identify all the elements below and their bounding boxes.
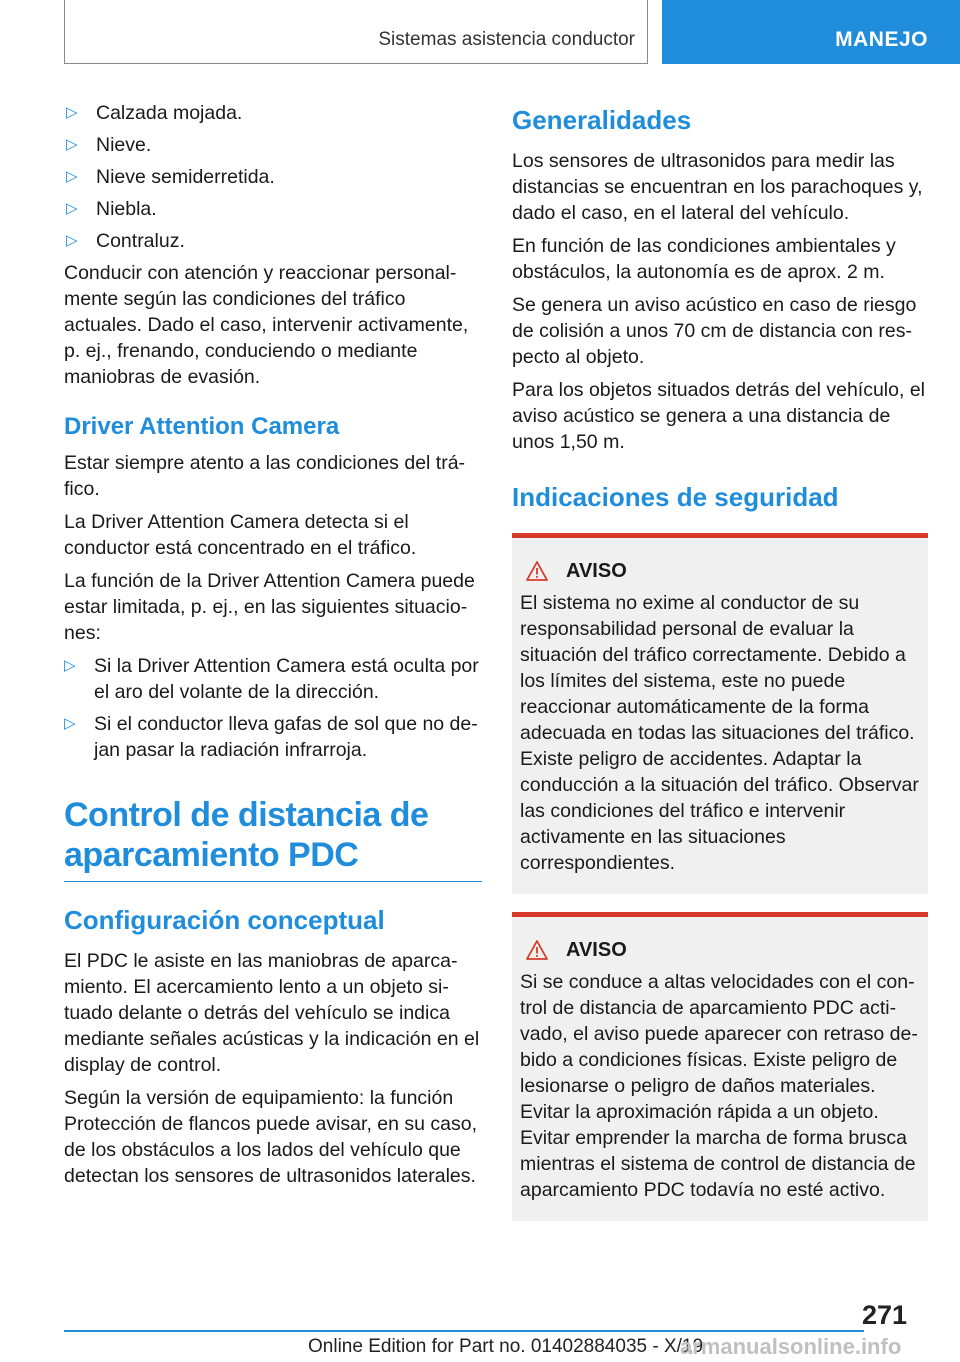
triangle-bullet-icon: ▷ xyxy=(64,657,76,674)
triangle-bullet-icon: ▷ xyxy=(66,136,78,153)
list-item: ▷ Si la Driver Attention Camera está oculta por el aro del volante de la dirección. xyxy=(64,655,479,703)
list-item: ▷ Si el conductor lleva gafas de sol que no dejan pasar la radiación infrarroja. xyxy=(64,713,478,761)
triangle-bullet-icon: ▷ xyxy=(66,168,78,185)
list-item: ▷ Contraluz. xyxy=(66,230,185,252)
general-paragraph-1: Los sensores de ultrasonidos para medir las distancias se encuentran en los parachoques y, dado el caso, en el lateral del vehículo. xyxy=(512,150,923,224)
warning-box xyxy=(512,912,928,1221)
general-heading: Generalidades xyxy=(512,105,692,135)
list-item: ▷ Nieve. xyxy=(66,134,152,156)
config-paragraph-2: Según la versión de equipamiento: la función Protección de flancos puede avisar, en su caso, de los obstáculos a los lados del vehículo que detectan los sensores de ultrasonidos laterales. xyxy=(64,1087,478,1187)
list-item: ▷ Calzada mojada. xyxy=(66,102,243,124)
triangle-bullet-icon: ▷ xyxy=(66,200,78,217)
header-section-tab xyxy=(64,0,648,64)
triangle-bullet-icon: ▷ xyxy=(66,232,78,249)
page-number: 271 xyxy=(862,1300,908,1330)
dac-paragraph-2: La Driver Attention Camera detecta si el conductor está concentrado en el tráfico. xyxy=(64,511,417,559)
right-column xyxy=(512,100,928,1221)
list-item: ▷ Nieve semiderretida. xyxy=(66,166,275,188)
general-paragraph-3: Se genera un aviso acústico en caso de riesgo de colisión a unos 70 cm de distancia con respecto al objeto. xyxy=(512,294,917,368)
header-chapter-title: MANEJO xyxy=(835,28,928,51)
pdc-section-heading: Control de distancia de aparcamiento PDC xyxy=(64,795,482,882)
triangle-bullet-icon: ▷ xyxy=(64,715,76,732)
watermark: armanualsonline.info xyxy=(680,1334,902,1359)
warning-text: Si se conduce a altas velocidades con el control de distancia de aparcamiento PDC activado, el aviso puede aparecer con retraso debido a condiciones físicas. Existe peligro de lesionarse o peligro de daños materiales. Evitar la aproximación rápida a un objeto. Evitar emprender la marcha de forma brusca mientras el sistema de control de distancia de aparcamiento PDC todavía no esté activo. xyxy=(520,971,918,1201)
footer-divider xyxy=(64,1330,864,1332)
dac-heading: Driver Attention Camera xyxy=(64,413,340,440)
general-paragraph-4: Para los objetos situados detrás del vehículo, el aviso acústico se genera a una distancia de unos 1,50 m. xyxy=(512,379,925,453)
triangle-bullet-icon: ▷ xyxy=(66,104,78,121)
left-column xyxy=(64,100,482,1196)
config-paragraph-1: El PDC le asiste en las maniobras de aparcamiento. El acercamiento lento a un objeto situado delante o detrás del vehículo se indica mediante señales acústicas y la indicación en el display de control. xyxy=(64,950,480,1076)
dac-paragraph-3: La función de la Driver Attention Camera puede estar limitada, p. ej., en las siguientes situaciones: xyxy=(64,570,475,644)
dac-paragraph-1: Estar siempre atento a las condiciones del tráfico. xyxy=(64,452,466,500)
header-chapter-tab xyxy=(662,0,960,64)
list-item: ▷ Niebla. xyxy=(66,198,157,220)
warning-triangle-icon xyxy=(526,561,548,581)
conditions-list xyxy=(64,100,482,254)
config-heading: Configuración conceptual xyxy=(64,905,385,935)
warning-triangle-icon xyxy=(526,940,548,960)
warning-title: AVISO xyxy=(520,558,920,584)
warning-box xyxy=(512,533,928,894)
warning-title: AVISO xyxy=(520,937,920,963)
safety-heading: Indicaciones de seguridad xyxy=(512,482,839,512)
footer-edition: Online Edition for Part no. 01402884035 - X/19 xyxy=(308,1336,704,1357)
general-paragraph-2: En función de las condiciones ambientales y obstáculos, la autonomía es de aprox. 2 m. xyxy=(512,235,896,283)
header-section-title: Sistemas asistencia conductor xyxy=(378,29,635,50)
warning-text: El sistema no exime al conductor de su responsabilidad personal de evaluar la situación del tráfico correctamente. Debido a los límites del sistema, este no puede reaccionar automáticamente de la forma adecuada en todas las situaciones del tráfico. Existe peligro de accidentes. Adaptar la conducción a la situación del tráfico. Observar las condiciones del tráfico e intervenir activamente en las situaciones correspondientes. xyxy=(520,592,919,874)
driving-advice-paragraph: Conducir con atención y reaccionar personalmente según las condiciones del tráfico actuales. Dado el caso, intervenir activamente, p. ej., frenando, conduciendo o mediante maniobras de evasión. xyxy=(64,262,469,388)
